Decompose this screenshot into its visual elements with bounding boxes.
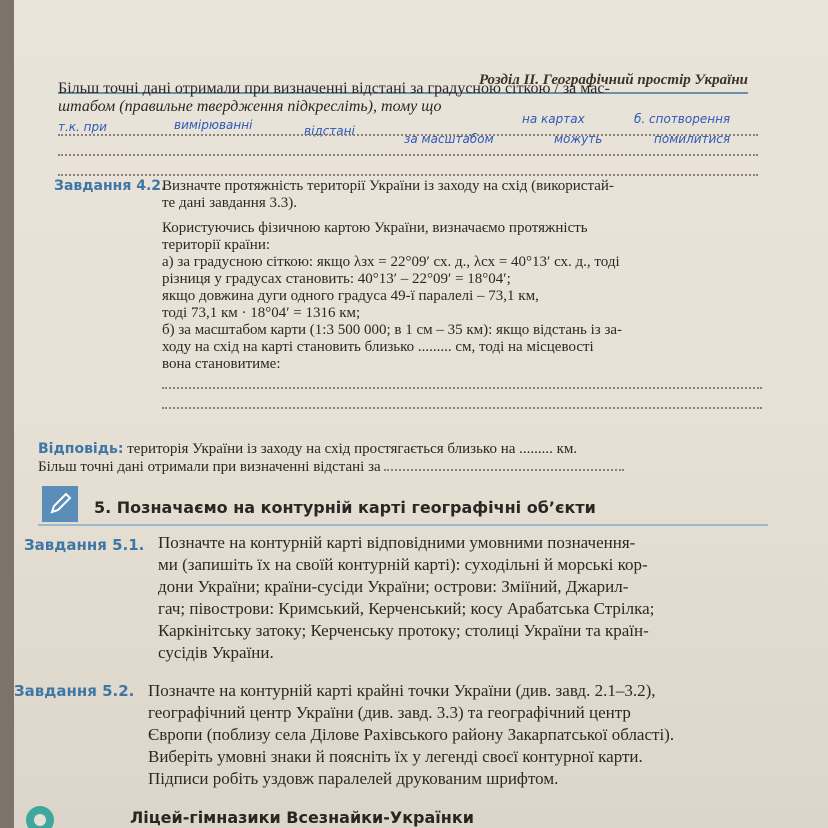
answer-line-2 xyxy=(38,458,778,476)
dotted-line xyxy=(162,393,762,409)
task-4-2-line: Користуючись фізичною картою України, визначаємо протяжність xyxy=(162,220,588,236)
top-block xyxy=(58,80,758,116)
task-5-2-line: географічний центр України (див. завд. 3.3) та географічний центр xyxy=(148,703,631,722)
top-line-1: Більш точні дані отримали при визначенні відстані за градусною сіткою / за мас- xyxy=(58,80,610,97)
answer-label: Відповідь: xyxy=(38,441,124,457)
task-5-2-line: Підписи робіть уздовж паралелей друкованим шрифтом. xyxy=(148,769,559,788)
handwriting-8: помилитися xyxy=(654,132,731,146)
handwriting-4: вимірюванні xyxy=(174,118,253,132)
task-4-2-line: якщо довжина дуги одного градуса 49-ї паралелі – 73,1 км, xyxy=(162,288,539,304)
task-4-2-text xyxy=(162,178,762,413)
handwriting-7: можуть xyxy=(554,132,603,146)
dotted-line xyxy=(162,373,762,389)
task-5-1-line: ми (запишіть їх на своїй контурній карті): суходільні й морські кор- xyxy=(158,555,648,574)
task-5-2-line: Виберіть умовні знаки й поясніть їх у легенді своєї контурної карти. xyxy=(148,747,643,766)
task-5-2-line: Позначте на контурній карті крайні точки України (див. завд. 2.1–3.2), xyxy=(148,681,656,700)
section-5-title: 5. Позначаємо на контурній карті географічні об’єкти xyxy=(94,498,596,517)
section-underline xyxy=(38,524,768,526)
task-4-2-line: те дані завдання 3.3). xyxy=(162,195,297,211)
task-5-2-label: Завдання 5.2. xyxy=(14,682,135,700)
task-4-2-line: вона становитиме: xyxy=(162,356,281,372)
handwriting-1: на картах xyxy=(522,112,585,126)
task-4-2-line: різниця у градусах становить: 40°13′ – 22°09′ = 18°04′; xyxy=(162,271,511,287)
task-4-2-label: Завдання 4.2. xyxy=(54,178,167,194)
task-5-2-text xyxy=(148,680,808,790)
task-4-2-line: б) за масштабом карти (1:3 500 000; в 1 см – 35 км): якщо відстань із за- xyxy=(162,322,623,338)
task-5-1-line: дони України; країни-сусіди України; острови: Зміїний, Джарил- xyxy=(158,577,629,596)
task-4-2-line: Визначте протяжність території України із заходу на схід (використай- xyxy=(162,178,614,194)
page-header: Розділ II. Географічний простір України xyxy=(478,72,748,88)
task-4-2-line: а) за градусною сіткою: якщо λзх = 22°09′ сх. д., λсх = 40°13′ сх. д., тоді xyxy=(162,254,620,270)
pencil-icon xyxy=(42,486,78,522)
top-dotlines xyxy=(58,120,758,180)
answer-line xyxy=(38,440,778,458)
handwriting-3: т.к. при xyxy=(58,120,107,134)
top-line-2: штабом (правильне твердження підкресліть), тому що xyxy=(58,98,442,115)
handwriting-2: б. спотворення xyxy=(634,112,731,126)
dotted-line xyxy=(58,160,758,176)
task-4-2-line: тоді 73,1 км · 18°04′ = 1316 км; xyxy=(162,305,361,321)
answer-text: територія України із заходу на схід простягається близько на ......... км. xyxy=(127,441,578,457)
textbook-page xyxy=(14,0,828,828)
task-5-1-line: Позначте на контурній карті відповідними умовними позначення- xyxy=(158,533,636,552)
footer-text: Ліцей-гімназики Всезнайки-Українки xyxy=(130,808,474,827)
task-5-1-line: Каркінітську затоку; Керченську протоку; столиці України та країн- xyxy=(158,621,649,640)
task-5-1-label: Завдання 5.1. xyxy=(24,536,145,554)
task-5-2-line: Європи (поблизу села Ділове Рахівського району Закарпатської області). xyxy=(148,725,675,744)
handwriting-5: відстані xyxy=(304,124,355,138)
task-4-2-line: території країни: xyxy=(162,237,271,253)
dotted-line xyxy=(58,120,758,136)
dotted-line xyxy=(58,140,758,156)
task-4-2-line: ходу на схід на карті становить близько ......... см, тоді на місцевості xyxy=(162,339,594,355)
answer-text-2: Більш точні дані отримали при визначенні відстані за xyxy=(38,459,381,475)
answer-block xyxy=(38,440,778,476)
task-5-1-line: гач; півострови: Кримський, Керченський; косу Арабатська Стрілка; xyxy=(158,599,655,618)
handwriting-6: за масштабом xyxy=(404,132,494,146)
snowflake-logo-icon xyxy=(20,798,60,828)
task-5-1-line: сусідів України. xyxy=(158,643,274,662)
task-5-1-text xyxy=(158,532,798,664)
answer-dots xyxy=(384,469,624,471)
